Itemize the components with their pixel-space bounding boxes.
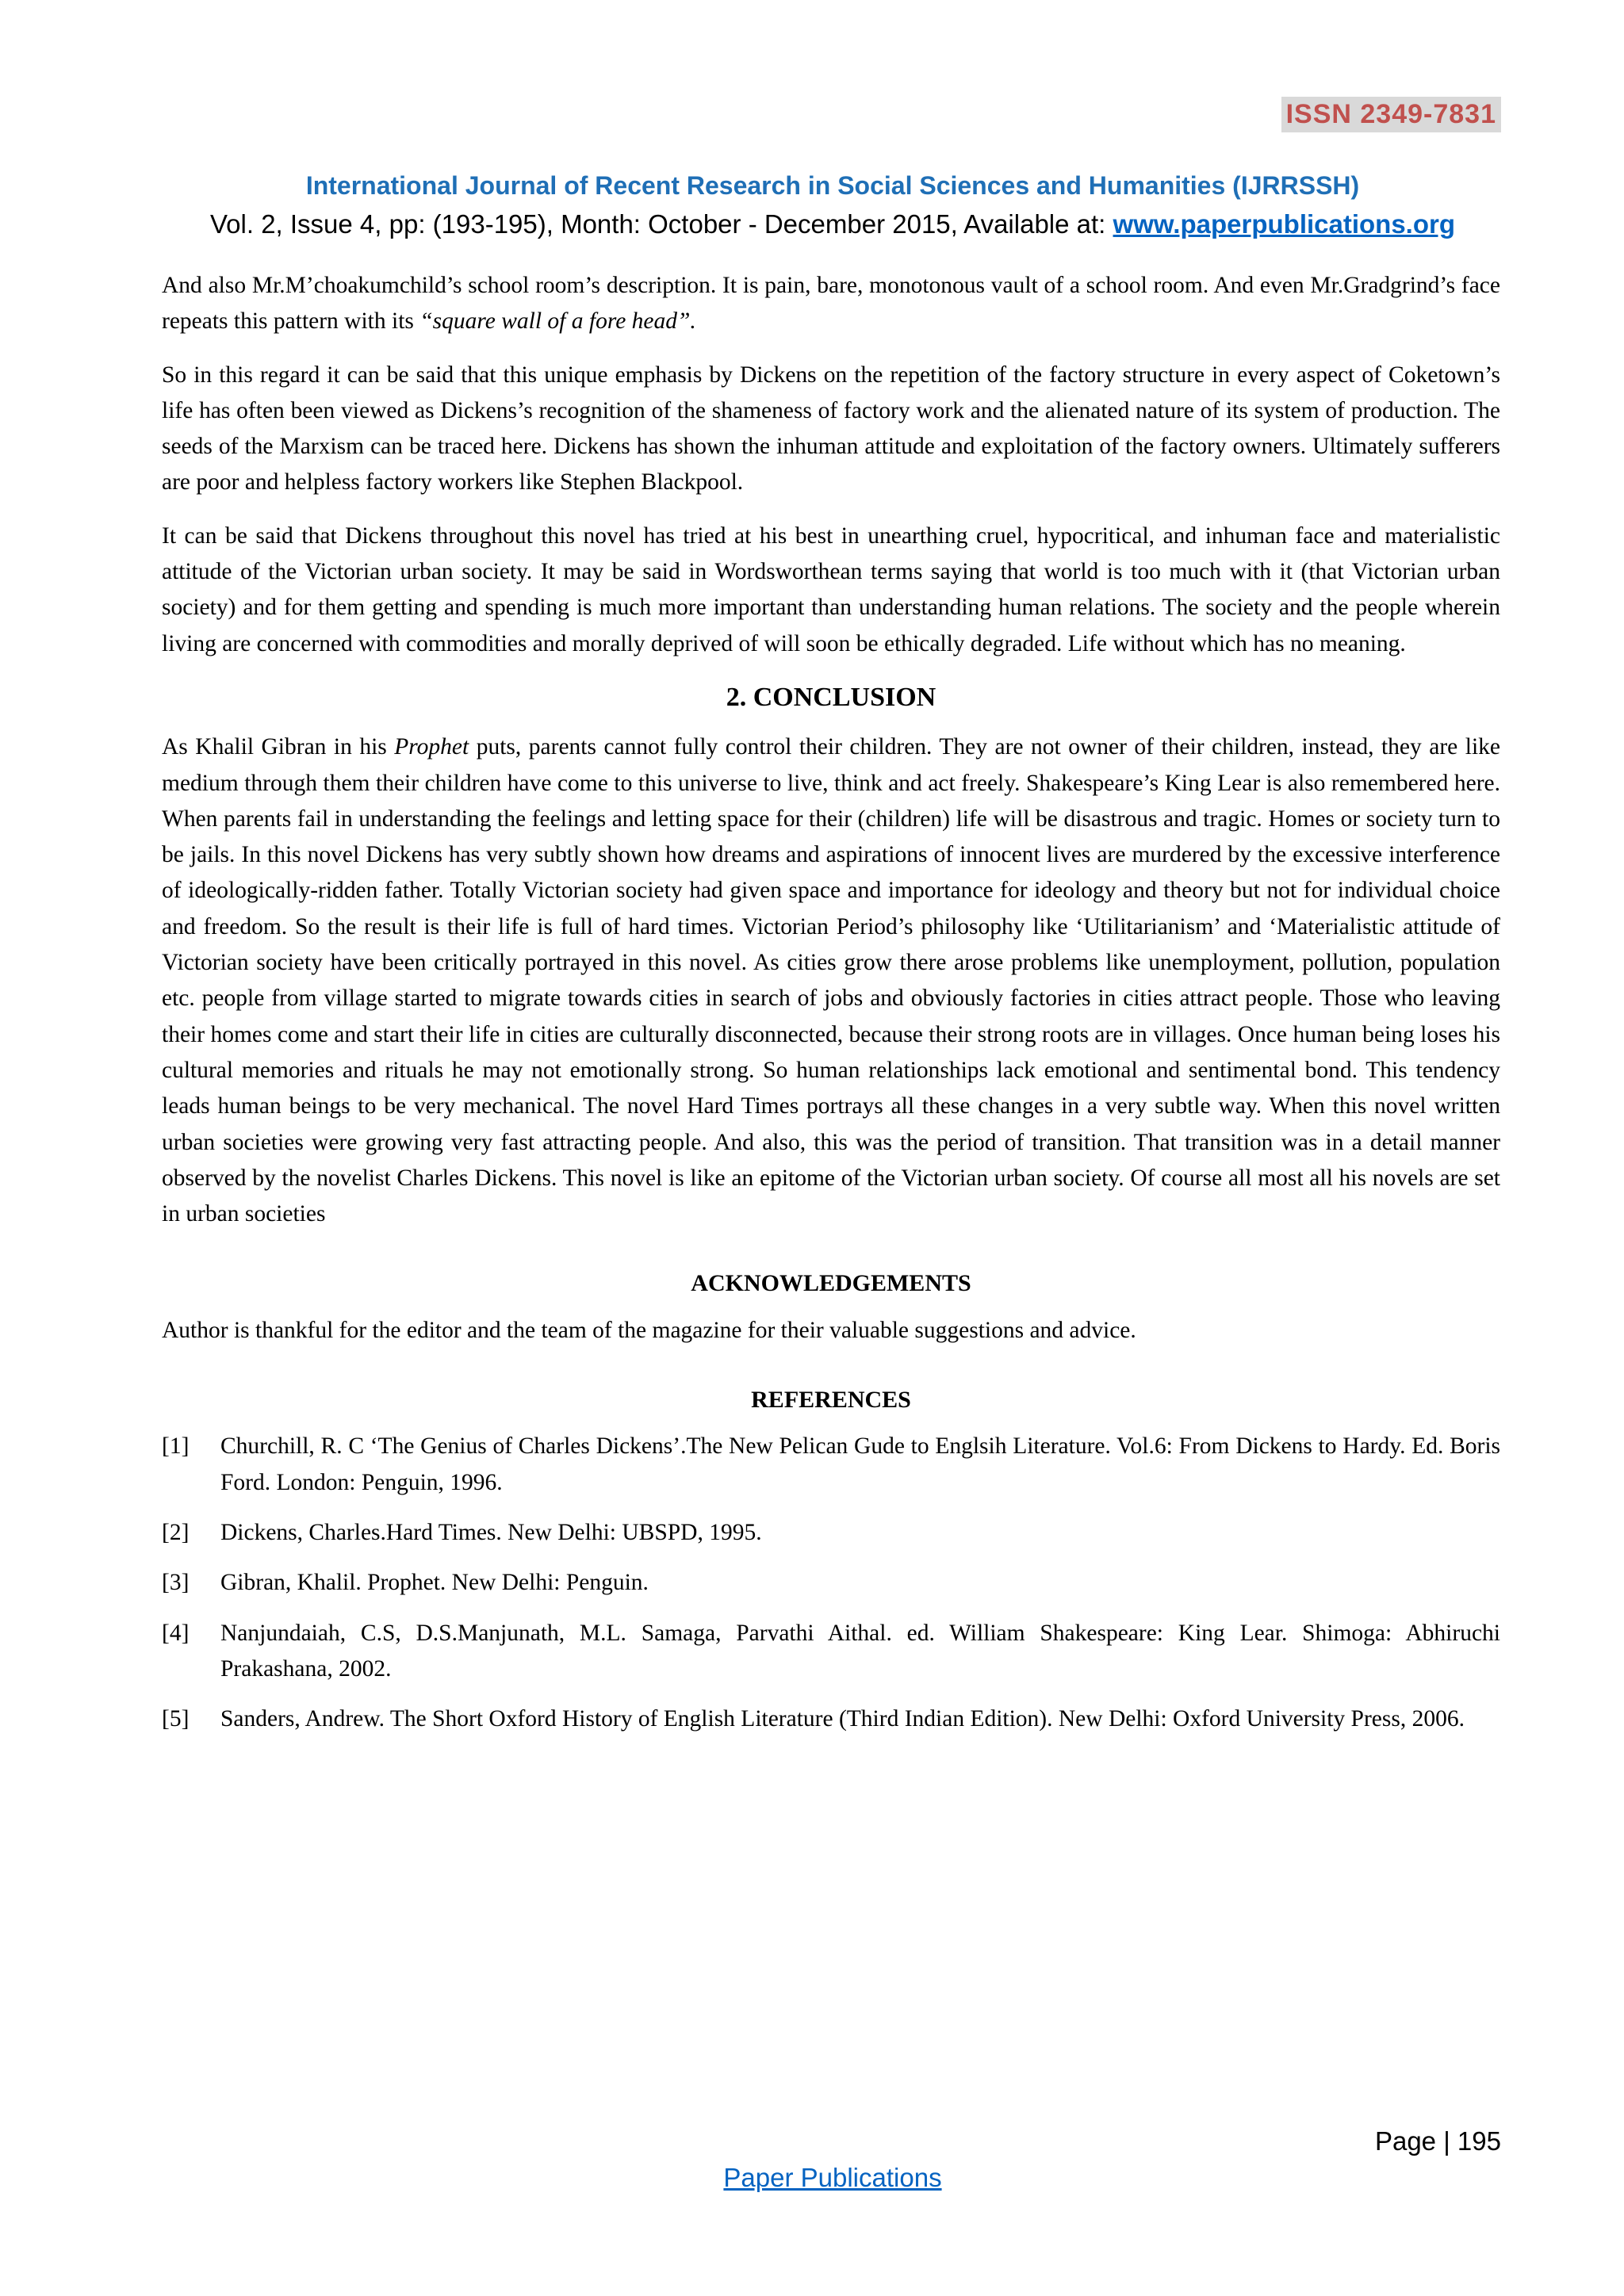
acknowledgements-text: Author is thankful for the editor and the team of the magazine for their valuable suggestions and advice. — [162, 1317, 1136, 1343]
reference-item — [162, 1429, 1500, 1501]
website-link[interactable]: www.paperpublications.org — [1113, 209, 1456, 239]
journal-title: International Journal of Recent Research in Social Sciences and Humanities (IJRRSSH) — [305, 171, 1360, 200]
paragraph-3: It can be said that Dickens throughout this novel has tried at his best in unearthing cruel, hypocritical, and inhuman face and materialistic attitude of the Victorian urban society. It may be said in Wordsworthean terms saying that world is too much with it (that Victorian urban society) and for them getting and spending is much more important than understanding human relations. The society and the people wherein living are concerned with commodities and morally deprived of will soon be ethically degraded. Life without which has no meaning. — [162, 522, 1500, 656]
reference-item — [162, 1565, 1500, 1601]
reference-item — [162, 1515, 1500, 1551]
reference-text: Churchill, R. C ‘The Genius of Charles Dickens’.The New Pelican Gude to Englsih Literature. Vol.6: From Dickens to Hardy. Ed. Boris Ford. London: Penguin, 1996. — [220, 1433, 1500, 1495]
reference-text: Gibran, Khalil. Prophet. New Delhi: Penguin. — [220, 1570, 649, 1596]
reference-item — [162, 1616, 1500, 1688]
volume-text: Vol. 2, Issue 4, pp: (193-195), Month: October - December 2015, Available at: — [209, 209, 1113, 239]
conclusion-text-b: puts, parents cannot fully control their children. They are not owner of their children, instead, they are like medium through them their children have come to this universe to live, think and act freely. Shakespeare’s King Lear is also remembered here. When parents fail in understanding the feelings and letting space for their (children) life will be disastrous and tragic. Homes or society turn to be jails. In this novel Dickens has very subtly shown how dreams and aspirations of innocent lives are murdered by the excessive interference of ideologically-ridden father. Totally Victorian society had given space and importance for ideology and theory but not for individual choice and freedom. So the result is their life is full of hard times. Victorian Period’s philosophy like ‘Utilitarianism’ and ‘Materialistic attitude of Victorian society have been critically portrayed in this novel. As cities grow there arose problems like unemployment, pollution, population etc. people from village started to migrate towards cities in search of jobs and obviously factories in cities attract people. Those who leaving their homes come and start their life in cities are culturally disconnected, because their strong roots are in villages. Once human being loses his cultural memories and rituals he may not emotionally strong. So human relationships lack emotional and sentimental bond. This tendency leads human beings to be very mechanical. The novel Hard Times portrays all these changes in a very subtle way. When this novel written urban societies were growing very fast attracting people. And also, this was the period of transition. That transition was in a detail manner observed by the novelist Charles Dickens. This novel is like an epitome of the Victorian urban society. Of course all most all his novels are set in urban societies — [162, 734, 1500, 1227]
paragraph-1-text: And also Mr.M’choakumchild’s school room’s description. It is pain, bare, monotonous vault of a school room. And even Mr.Gradgrind’s face repeats this pattern with its — [162, 273, 1500, 335]
issn-badge: ISSN 2349-7831 — [1281, 97, 1501, 132]
volume-line — [0, 209, 1624, 239]
reference-text: Nanjundaiah, C.S, D.S.Manjunath, M.L. Samaga, Parvathi Aithal. ed. William Shakespeare: King Lear. Shimoga: Abhiruchi Prakashana, 2002. — [220, 1620, 1500, 1682]
conclusion-heading: 2. CONCLUSION — [726, 682, 936, 712]
publisher-link[interactable]: Paper Publications — [723, 2163, 942, 2192]
reference-item — [162, 1701, 1500, 1737]
paragraph-1-quote: “square wall of a fore head”. — [419, 308, 696, 335]
paragraph-2: So in this regard it can be said that this unique emphasis by Dickens on the repetition of the factory structure in every aspect of Coketown’s life has often been viewed as Dickens’s recognition of the shameness of factory work and the alienated nature of its system of production. The seeds of the Marxism can be traced here. Dickens has shown the inhuman attitude and exploitation of the factory owners. Ultimately sufferers are poor and helpless factory workers like Stephen Blackpool. — [162, 362, 1500, 496]
reference-number: [3] — [162, 1570, 190, 1596]
conclusion-italic: Prophet — [394, 734, 469, 760]
paragraph-1 — [162, 268, 1500, 340]
reference-number: [1] — [162, 1433, 190, 1460]
page-number: Page | 195 — [1374, 2126, 1501, 2156]
reference-number: [4] — [162, 1620, 190, 1646]
reference-number: [5] — [162, 1706, 190, 1732]
conclusion-text-a: As Khalil Gibran in his — [162, 734, 395, 760]
reference-text: Dickens, Charles.Hard Times. New Delhi: UBSPD, 1995. — [220, 1519, 762, 1545]
acknowledgements-heading: ACKNOWLEDGEMENTS — [691, 1270, 971, 1297]
conclusion-paragraph — [162, 729, 1500, 1232]
reference-number: [2] — [162, 1519, 190, 1545]
article-body — [162, 268, 1500, 1751]
references-heading: REFERENCES — [751, 1387, 911, 1414]
reference-text: Sanders, Andrew. The Short Oxford History of English Literature (Third Indian Edition). New Delhi: Oxford University Press, 2006. — [220, 1706, 1465, 1732]
